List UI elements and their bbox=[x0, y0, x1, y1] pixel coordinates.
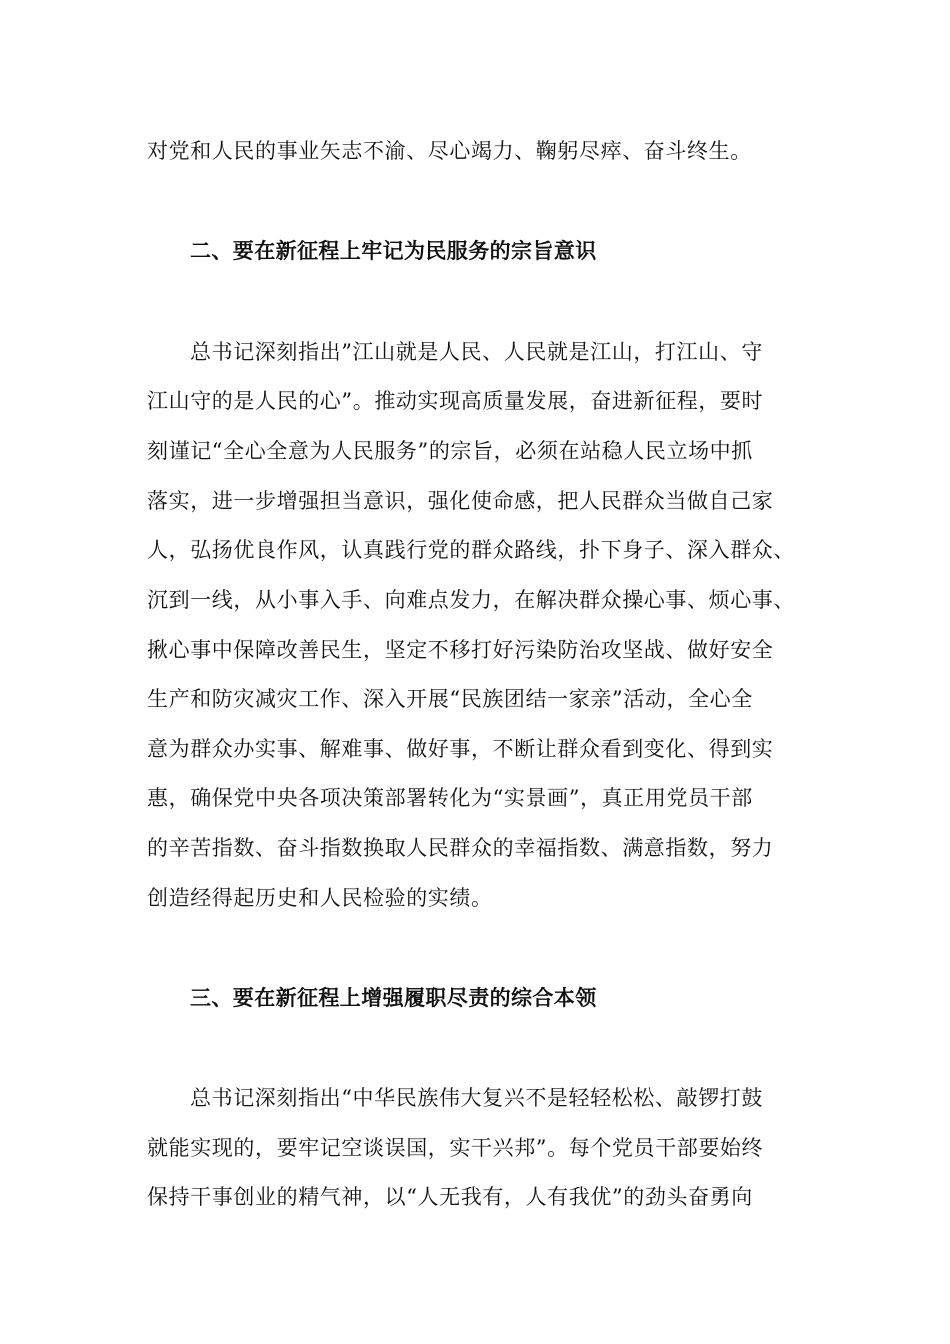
section-3-line: 总书记深刻指出“中华民族伟大复兴不是轻轻松松、敲锣打鼓 bbox=[190, 1086, 763, 1110]
section-2-line: 惠，确保党中央各项决策部署转化为“实景画”，真正用党员干部 bbox=[147, 786, 753, 810]
section-2-line: 沉到一线，从小事入手、向难点发力，在解决群众操心事、烦心事、 bbox=[147, 588, 795, 612]
section-2-line: 的辛苦指数、奋斗指数换取人民群众的幸福指数、满意指数，努力 bbox=[147, 836, 774, 860]
section-2-line: 刻谨记“全心全意为人民服务”的宗旨，必须在站稳人民立场中抓 bbox=[147, 439, 753, 463]
section-3-line: 就能实现的，要牢记空谈误国，实干兴邦”。每个党员干部要始终 bbox=[147, 1136, 764, 1160]
section-2-line: 生产和防灾减灾工作、深入开展“民族团结一家亲”活动，全心全 bbox=[147, 687, 753, 711]
section-2-line: 揪心事中保障改善民生，坚定不移打好污染防治攻坚战、做好安全 bbox=[147, 638, 774, 662]
section-2-line: 创造经得起历史和人民检验的实绩。 bbox=[147, 886, 493, 910]
intro-line: 对党和人民的事业矢志不渝、尽心竭力、鞠躬尽瘁、奋斗终生。 bbox=[147, 139, 752, 163]
section-2-line: 总书记深刻指出”江山就是人民、人民就是江山，打江山、守 bbox=[190, 340, 763, 364]
section-3-heading: 三、要在新征程上增强履职尽责的综合本领 bbox=[190, 986, 597, 1010]
section-2-heading: 二、要在新征程上牢记为民服务的宗旨意识 bbox=[190, 239, 597, 263]
section-3-line: 保持干事创业的精气神，以“人无我有，人有我优”的劲头奋勇向 bbox=[147, 1185, 753, 1209]
section-2-line: 人，弘扬优良作风，认真践行党的群众路线，扑下身子、深入群众、 bbox=[147, 538, 795, 562]
section-2-line: 落实，进一步增强担当意识，强化使命感，把人民群众当做自己家 bbox=[147, 489, 774, 513]
section-2-line: 意为群众办实事、解难事、做好事，不断让群众看到变化、得到实 bbox=[147, 737, 774, 761]
section-2-line: 江山守的是人民的心”。推动实现高质量发展，奋进新征程，要时 bbox=[147, 389, 764, 413]
